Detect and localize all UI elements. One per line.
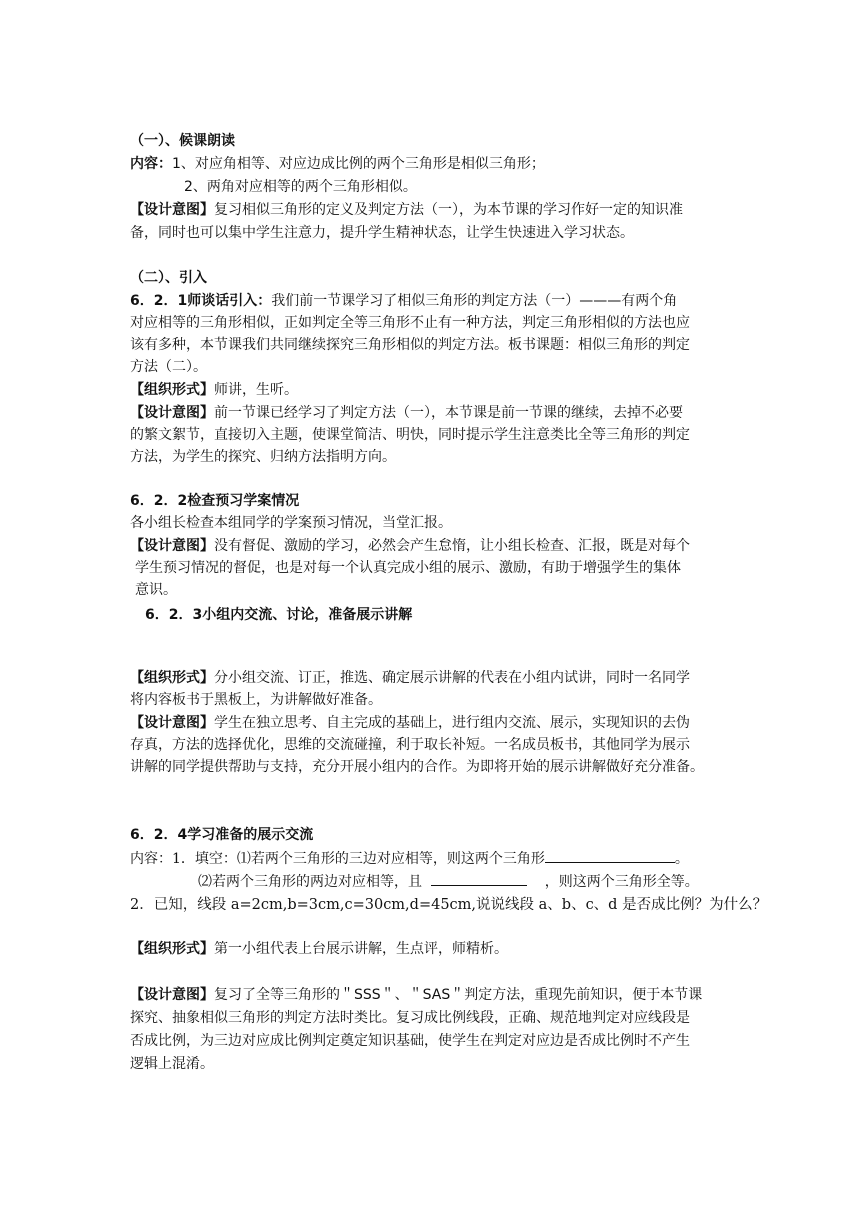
org-text: 分小组交流、订正，推选、确定展示讲解的代表在小组内试讲，同时一名同学 (214, 670, 690, 686)
q1-text: 内容：1．填空：⑴若两个三角形的三边对应相等，则这两个三角形 (130, 851, 545, 867)
s624-title: 6．2．4学习准备的展示交流 (130, 827, 314, 843)
s621-design-line-2: 的繁文絮节，直接切入主题，使课堂简洁、明快，同时提示学生注意类比全等三角形的判定 (130, 427, 690, 443)
design-label: 【设计意图】 (130, 202, 214, 218)
s622-design-line-2: 学生预习情况的督促，也是对每一个认真完成小组的展示、激励，有助于增强学生的集体 (135, 560, 681, 576)
s621-text: 我们前一节课学习了相似三角形的判定方法（一）———有两个角 (271, 293, 678, 309)
s623-design-line-1 (130, 713, 735, 733)
org-text: 师讲，生听。 (214, 382, 298, 398)
s621-design-line-3: 方法，为学生的探究、归纳方法指明方向。 (130, 449, 396, 465)
content-item-1: 1、对应角相等、对应边成比例的两个三角形是相似三角形； (172, 156, 545, 172)
s624-q2: 2．已知，线段 a=2cm,b=3cm,c=30cm,d=45cm,说说线段 a、b、c、d 是否成比例？为什么？ (130, 897, 768, 913)
design-label: 【设计意图】 (130, 715, 214, 731)
design-text: 学生在独立思考、自主完成的基础上，进行组内交流、展示，实现知识的去伪 (214, 715, 690, 731)
q1b-text: ⑵若两个三角形的两边对应相等，且 (198, 874, 422, 890)
q1b-suffix: ，则这两个三角形全等。 (544, 874, 699, 890)
s621-org-line (130, 380, 735, 400)
section-1-content-line-1 (130, 154, 735, 174)
content-label: 内容： (130, 156, 172, 172)
s623-design-line-2: 存真，方法的选择优化，思维的交流碰撞，利于取长补短。一名成员板书，其他同学为展示 (130, 737, 690, 753)
s621-title: 6．2．1师谈话引入： (130, 293, 272, 309)
s624-design-line-3: 否成比例，为三边对应成比例判定奠定知识基础，使学生在判定对应边是否成比例时不产生 (130, 1033, 690, 1049)
s622-title: 6．2．2检查预习学案情况 (130, 493, 300, 509)
s624-org-line (130, 939, 735, 959)
org-label: 【组织形式】 (130, 670, 214, 686)
s624-design-line-4: 逻辑上混淆。 (130, 1056, 214, 1072)
s622-line: 各小组长检查本组同学的学案预习情况，当堂汇报。 (130, 515, 452, 531)
org-label: 【组织形式】 (130, 941, 214, 957)
s621-design-line-1 (130, 403, 735, 423)
section-1-design-line-2: 备，同时也可以集中学生注意力，提升学生精神状态，让学生快速进入学习状态。 (130, 225, 634, 241)
s622-design-line-1 (130, 536, 735, 556)
s623-title: 6．2．3小组内交流、讨论，准备展示讲解 (145, 607, 413, 623)
design-label: 【设计意图】 (130, 405, 214, 421)
s623-design-line-3: 讲解的同学提供帮助与支持，充分开展小组内的合作。为即将开始的展示讲解做好充分准备。 (130, 759, 704, 775)
design-text: 前一节课已经学习了判定方法（一），本节课是前一节课的继续，去掉不必要 (214, 405, 683, 421)
s621-line-4: 方法（二）。 (130, 359, 207, 375)
s623-org-line-1 (130, 668, 735, 688)
design-label: 【设计意图】 (130, 538, 214, 554)
design-text: 复习了全等三角形的＂SSS＂、＂SAS＂判定方法，重现先前知识，便于本节课 (214, 987, 703, 1003)
s621-line-2: 对应相等的三角形相似，正如判定全等三角形不止有一种方法，判定三角形相似的方法也应 (130, 315, 690, 331)
section-2-title: （二）、引入 (130, 270, 207, 286)
s621-line-3: 该有多种，本节课我们共同继续探究三角形相似的判定方法。板书课题：相似三角形的判定 (130, 337, 690, 353)
org-text: 第一小组代表上台展示讲解，生点评，师精析。 (214, 941, 508, 957)
q1-suffix: 。 (674, 851, 689, 867)
s621-line-1 (130, 291, 735, 311)
s624-q1b (198, 871, 803, 892)
s624-design-line-1 (130, 985, 735, 1005)
section-1-title: （一）、候课朗读 (130, 133, 235, 149)
section-1-design-line-1 (130, 200, 735, 220)
s622-design-line-3: 意识。 (135, 582, 177, 598)
design-label: 【设计意图】 (130, 987, 214, 1003)
answer-blank-1[interactable] (545, 848, 675, 863)
org-label: 【组织形式】 (130, 382, 214, 398)
design-text: 复习相似三角形的定义及判定方法（一），为本节课的学习作好一定的知识准 (214, 202, 683, 218)
answer-blank-2[interactable] (431, 871, 527, 886)
s624-q1 (130, 848, 735, 869)
s624-design-line-2: 探究、抽象相似三角形的判定方法时类比。复习成比例线段，正确、规范地判定对应线段是 (130, 1010, 690, 1026)
s623-org-line-2: 将内容板书于黑板上，为讲解做好准备。 (130, 692, 382, 708)
design-text: 没有督促、激励的学习，必然会产生怠惰，让小组长检查、汇报，既是对每个 (214, 538, 690, 554)
section-1-content-item-2: 2、两角对应相等的两个三角形相似。 (184, 179, 417, 195)
